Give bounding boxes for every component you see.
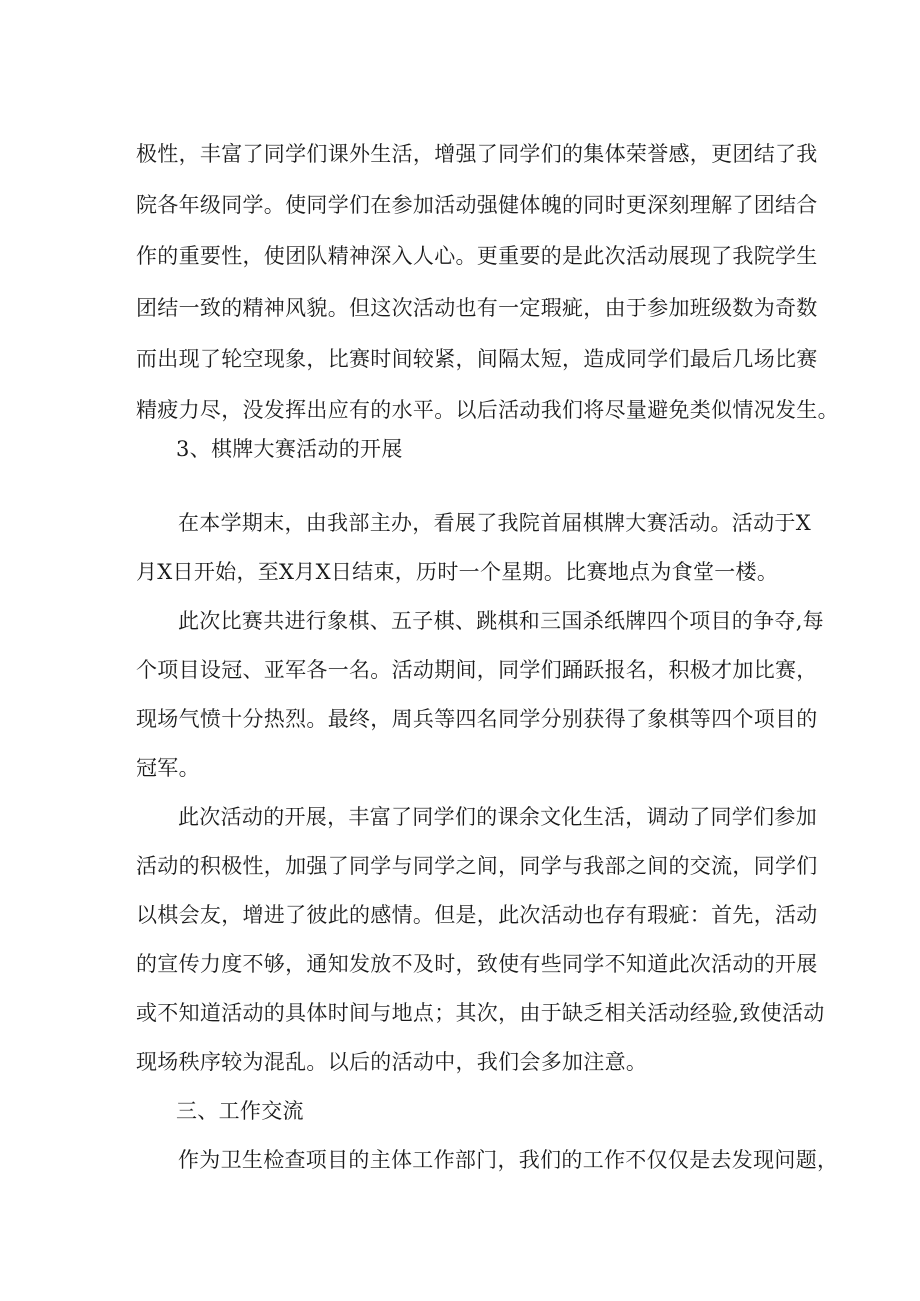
- text-line: 精疲力尽，没发挥出应有的水平。以后活动我们将尽量避免类似情况发生。: [136, 398, 839, 422]
- section-heading: 3、棋牌大赛活动的开展: [176, 437, 403, 461]
- text-line: 的宣传力度不够，通知发放不及时，致使有些同学不知道此次活动的开展: [136, 952, 818, 976]
- text-line: 极性，丰富了同学们课外生活，增强了同学们的集体荣誉感，更团结了我: [136, 142, 818, 166]
- text-line: 现场气愤十分热烈。最终，周兵等四名同学分别获得了象棋等四个项目的: [136, 707, 818, 731]
- text-line: 团结一致的精神风貌。但这次活动也有一定瑕疵，由于参加班级数为奇数: [136, 296, 818, 320]
- text-line: 个项目设冠、亚军各一名。活动期间，同学们踊跃报名，积极才加比赛，: [136, 658, 818, 682]
- text-line: 冠军。: [136, 756, 200, 780]
- text-line: 作的重要性，使团队精神深入人心。更重要的是此次活动展现了我院学生: [136, 244, 818, 268]
- text-line: 以棋会友，增进了彼此的感情。但是，此次活动也存有瑕疵：首先，活动: [136, 903, 818, 927]
- text-line: 此次比赛共进行象棋、五子棋、跳棋和三国杀纸牌四个项目的争夺,每: [178, 609, 824, 633]
- text-line: 此次活动的开展，丰富了同学们的课余文化生活，调动了同学们参加: [178, 805, 817, 829]
- text-line: 而出现了轮空现象，比赛时间较紧，间隔太短，造成同学们最后几场比赛: [136, 347, 818, 371]
- text-line: 或不知道活动的具体时间与地点；其次，由于缺乏相关活动经验,致使活动: [136, 1001, 825, 1025]
- text-line: 院各年级同学。使同学们在参加活动强健体魄的同时更深刻理解了团结合: [136, 193, 818, 217]
- text-line: 月X日开始，至X月X日结束，历时一个星期。比赛地点为食堂一楼。: [136, 560, 779, 584]
- text-line: 在本学期末，由我部主办，看展了我院首届棋牌大赛活动。活动于X: [178, 511, 811, 535]
- text-line: 作为卫生检查项目的主体工作部门，我们的工作不仅仅是去发现问题，: [178, 1148, 839, 1172]
- text-line: 现场秩序较为混乱。以后的活动中，我们会多加注意。: [136, 1050, 648, 1074]
- section-heading: 三、工作交流: [176, 1099, 304, 1123]
- text-line: 活动的积极性，加强了同学与同学之间，同学与我部之间的交流，同学们: [136, 854, 818, 878]
